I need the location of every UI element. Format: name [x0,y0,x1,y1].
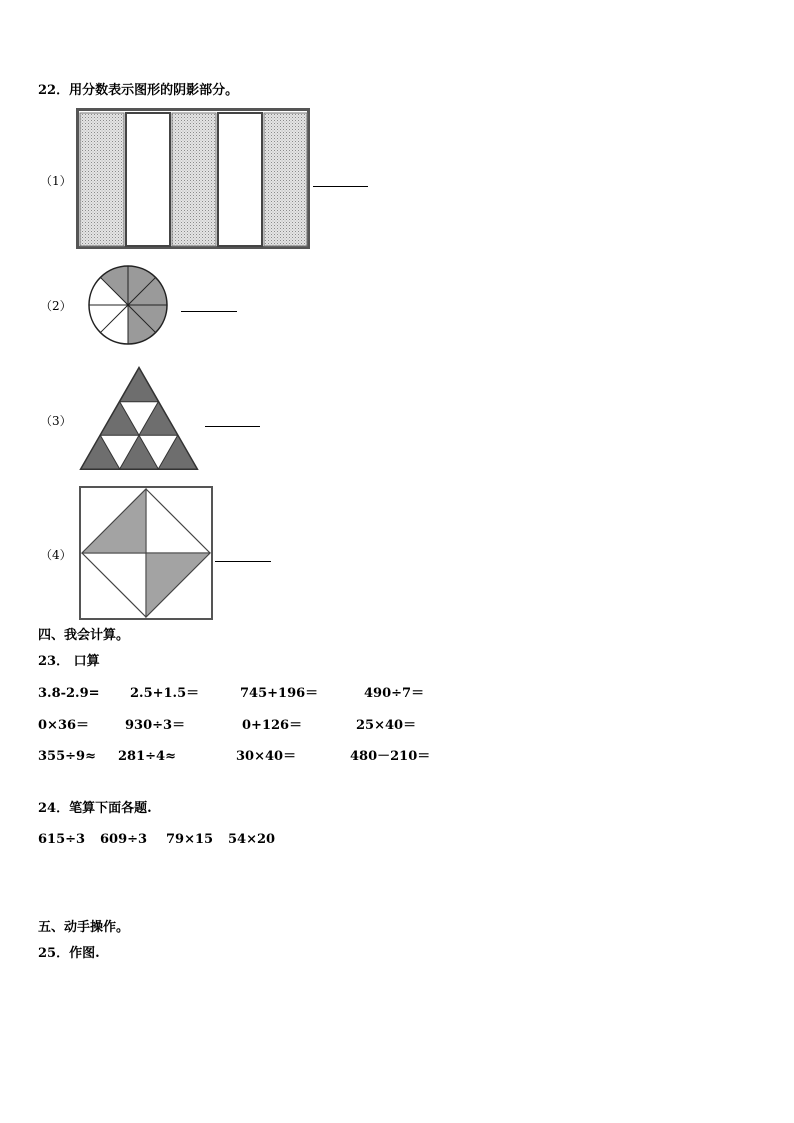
written-calc-3: 79×15 [166,832,214,847]
q22-item1-label: （1） [40,174,72,188]
q22-item3-label: （3） [40,414,72,428]
calc-r2-c2: 930÷3＝ [125,718,186,733]
calc-r3-c4: 480－210＝ [350,749,431,764]
q22-title: 22．用分数表示图形的阴影部分。 [38,83,239,98]
strip-3-shaded [172,113,216,246]
calc-r1-c3: 745+196＝ [240,686,319,701]
calc-r2-c3: 0+126＝ [242,718,303,733]
section4-title: 四、我会计算。 [38,628,130,643]
sector-8-shaded [100,266,128,305]
strip-2 [126,113,170,246]
section5-title: 五、动手操作。 [38,920,130,935]
strip-1-shaded [80,113,124,246]
calc-r1-c4: 490÷7＝ [364,686,425,701]
strip-5-shaded [264,113,307,246]
answer-blank-2[interactable] [181,311,237,312]
strip-4 [218,113,262,246]
calc-r1-c2: 2.5+1.5＝ [130,686,200,701]
figure-striped-rectangle [76,108,312,252]
answer-blank-4[interactable] [215,561,271,562]
q23-title: 23． 口算 [38,654,100,669]
calc-r1-c1: 3.8-2.9= [38,686,100,701]
calc-r3-c2: 281÷4≈ [118,749,176,764]
calc-r2-c1: 0×36＝ [38,718,90,733]
q22-item4-label: （4） [40,548,72,562]
written-calc-2: 609÷3 [100,832,148,847]
written-calc-1: 615÷3 [38,832,86,847]
tri-row1-shaded [120,368,159,402]
answer-blank-3[interactable] [205,426,260,427]
figure-circle-eighths [84,264,174,346]
calc-r3-c3: 30×40＝ [236,749,297,764]
q25-title: 25．作图. [38,946,100,961]
calc-r2-c4: 25×40＝ [356,718,417,733]
calc-r3-c1: 355÷9≈ [38,749,96,764]
q22-item2-label: （2） [40,299,72,313]
q24-title: 24．笔算下面各题. [38,801,152,816]
written-calc-4: 54×20 [228,832,276,847]
answer-blank-1[interactable] [313,186,368,187]
figure-square-diamond [79,486,215,622]
figure-triangle-ninths [79,366,199,471]
